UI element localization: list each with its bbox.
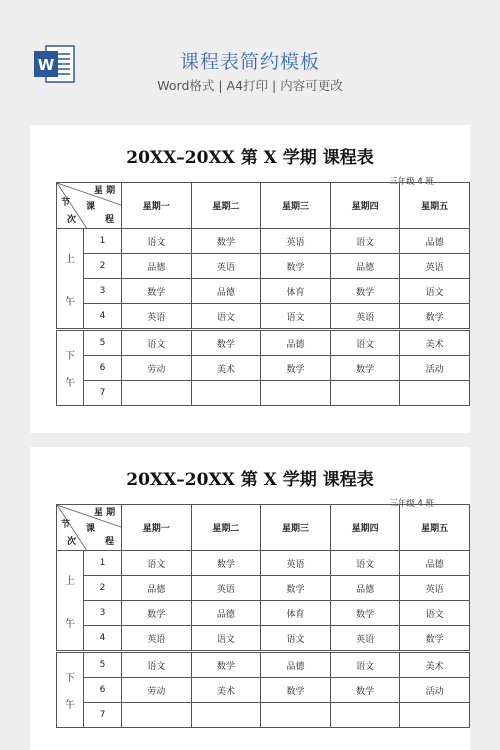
corner-header-cell xyxy=(57,505,122,551)
table-row xyxy=(57,652,470,678)
day-header: 星期二 xyxy=(191,183,261,229)
day-header: 星期一 xyxy=(122,505,192,551)
subject-cell: 数学 xyxy=(330,279,400,304)
subject-cell: 语文 xyxy=(122,652,192,678)
subject-cell: 数学 xyxy=(330,678,400,703)
period-number: 1 xyxy=(84,229,122,254)
subject-cell: 品德 xyxy=(400,229,470,254)
subject-cell xyxy=(400,381,470,406)
afternoon-label-1: 下 xyxy=(65,673,75,684)
class-info: 三年级 4 班 xyxy=(389,177,434,187)
corner-week-label: 星 期 xyxy=(94,508,116,518)
subject-cell: 美术 xyxy=(400,652,470,678)
subject-cell: 语文 xyxy=(122,551,192,576)
corner-period-label: 节 xyxy=(61,520,71,530)
table-header-row xyxy=(57,505,470,551)
morning-cell xyxy=(57,229,84,330)
subject-cell: 活动 xyxy=(400,678,470,703)
period-number: 2 xyxy=(84,254,122,279)
table-row xyxy=(57,703,470,728)
subject-cell: 品德 xyxy=(122,254,192,279)
subject-cell: 语文 xyxy=(400,601,470,626)
subject-cell: 数学 xyxy=(330,601,400,626)
day-header: 星期四 xyxy=(330,505,400,551)
subject-cell: 语文 xyxy=(400,279,470,304)
subject-cell: 数学 xyxy=(400,304,470,330)
subject-cell xyxy=(261,381,331,406)
subject-cell: 数学 xyxy=(191,652,261,678)
subject-cell: 语文 xyxy=(191,626,261,652)
subject-cell: 数学 xyxy=(191,330,261,356)
corner-class-label: 课 xyxy=(86,202,96,212)
corner-order-label: 次 xyxy=(67,537,77,547)
subject-cell xyxy=(122,703,192,728)
corner-class-label: 课 xyxy=(86,524,96,534)
subject-cell: 英语 xyxy=(261,551,331,576)
subject-cell: 品德 xyxy=(261,330,331,356)
subject-cell: 品德 xyxy=(191,601,261,626)
subject-cell: 数学 xyxy=(261,678,331,703)
subject-cell: 英语 xyxy=(191,576,261,601)
subject-cell xyxy=(330,703,400,728)
subject-cell: 数学 xyxy=(261,576,331,601)
period-number: 6 xyxy=(84,678,122,703)
period-number: 6 xyxy=(84,356,122,381)
afternoon-cell xyxy=(57,330,84,406)
subject-cell: 数学 xyxy=(122,279,192,304)
subject-cell: 数学 xyxy=(261,356,331,381)
subject-cell: 数学 xyxy=(330,356,400,381)
schedule-preview-2 xyxy=(30,447,470,750)
table-row xyxy=(57,304,470,330)
table-row xyxy=(57,576,470,601)
subject-cell: 语文 xyxy=(261,626,331,652)
subject-cell: 体育 xyxy=(261,279,331,304)
subject-cell: 品德 xyxy=(330,254,400,279)
table-row xyxy=(57,229,470,254)
afternoon-cell xyxy=(57,652,84,728)
subject-cell: 英语 xyxy=(191,254,261,279)
morning-cell xyxy=(57,551,84,652)
subject-cell xyxy=(122,381,192,406)
page-header xyxy=(0,0,500,110)
day-header: 星期二 xyxy=(191,505,261,551)
period-number: 5 xyxy=(84,652,122,678)
subject-cell: 数学 xyxy=(191,229,261,254)
period-number: 5 xyxy=(84,330,122,356)
morning-label-1: 上 xyxy=(65,575,75,587)
table-row xyxy=(57,330,470,356)
subject-cell: 美术 xyxy=(400,330,470,356)
morning-label-1: 上 xyxy=(65,253,75,265)
svg-text:W: W xyxy=(37,56,55,74)
day-header: 星期五 xyxy=(400,505,470,551)
table-row xyxy=(57,356,470,381)
subject-cell: 数学 xyxy=(122,601,192,626)
subject-cell: 数学 xyxy=(261,254,331,279)
page-title: 课程表简约模板 xyxy=(179,51,320,73)
table-row xyxy=(57,381,470,406)
period-number: 3 xyxy=(84,601,122,626)
afternoon-label-2: 午 xyxy=(65,378,75,389)
day-header: 星期四 xyxy=(330,183,400,229)
day-header: 星期一 xyxy=(122,183,192,229)
subject-cell: 体育 xyxy=(261,601,331,626)
subject-cell: 语文 xyxy=(330,551,400,576)
page-subtitle: Word格式 | A4打印 | 内容可更改 xyxy=(157,78,343,93)
schedule-table xyxy=(56,182,470,406)
subject-cell: 英语 xyxy=(122,304,192,330)
subject-cell: 数学 xyxy=(191,551,261,576)
subject-cell: 语文 xyxy=(330,229,400,254)
table-row xyxy=(57,254,470,279)
subject-cell: 英语 xyxy=(400,254,470,279)
subject-cell: 劳动 xyxy=(122,678,192,703)
morning-label-2: 午 xyxy=(65,296,75,308)
subject-cell: 品德 xyxy=(330,576,400,601)
subject-cell: 活动 xyxy=(400,356,470,381)
subject-cell: 语文 xyxy=(330,652,400,678)
subject-cell: 品德 xyxy=(122,576,192,601)
table-row xyxy=(57,678,470,703)
period-number: 4 xyxy=(84,626,122,652)
schedule-table xyxy=(56,504,470,728)
table-row xyxy=(57,551,470,576)
schedule-title: 20XX–20XX 第 X 学期 课程表 xyxy=(126,148,374,168)
period-number: 1 xyxy=(84,551,122,576)
subject-cell: 语文 xyxy=(122,229,192,254)
subject-cell: 品德 xyxy=(191,279,261,304)
subject-cell: 语文 xyxy=(261,304,331,330)
day-header: 星期三 xyxy=(261,183,331,229)
period-number: 7 xyxy=(84,381,122,406)
subject-cell: 美术 xyxy=(191,678,261,703)
schedule-preview-1 xyxy=(30,125,470,433)
subject-cell: 英语 xyxy=(330,304,400,330)
table-row xyxy=(57,601,470,626)
subject-cell: 数学 xyxy=(400,626,470,652)
period-number: 7 xyxy=(84,703,122,728)
subject-cell: 劳动 xyxy=(122,356,192,381)
class-info: 三年级 4 班 xyxy=(389,499,434,509)
subject-cell: 英语 xyxy=(330,626,400,652)
subject-cell: 品德 xyxy=(261,652,331,678)
period-number: 3 xyxy=(84,279,122,304)
subject-cell xyxy=(261,703,331,728)
subject-cell: 语文 xyxy=(122,330,192,356)
afternoon-label-1: 下 xyxy=(65,351,75,362)
corner-course-label: 程 xyxy=(105,215,115,225)
subject-cell: 品德 xyxy=(400,551,470,576)
subject-cell xyxy=(191,703,261,728)
table-header-row xyxy=(57,183,470,229)
schedule-title: 20XX–20XX 第 X 学期 课程表 xyxy=(126,470,374,490)
morning-label-2: 午 xyxy=(65,618,75,630)
subject-cell: 英语 xyxy=(261,229,331,254)
day-header: 星期五 xyxy=(400,183,470,229)
corner-header-cell xyxy=(57,183,122,229)
subject-cell xyxy=(191,381,261,406)
corner-order-label: 次 xyxy=(67,215,77,225)
corner-period-label: 节 xyxy=(61,198,71,208)
table-row xyxy=(57,279,470,304)
day-header: 星期三 xyxy=(261,505,331,551)
period-number: 2 xyxy=(84,576,122,601)
subject-cell: 语文 xyxy=(330,330,400,356)
table-row xyxy=(57,626,470,652)
subject-cell xyxy=(400,703,470,728)
subject-cell: 英语 xyxy=(400,576,470,601)
subject-cell: 美术 xyxy=(191,356,261,381)
subject-cell: 英语 xyxy=(122,626,192,652)
subject-cell xyxy=(330,381,400,406)
afternoon-label-2: 午 xyxy=(65,700,75,711)
corner-course-label: 程 xyxy=(105,537,115,547)
period-number: 4 xyxy=(84,304,122,330)
subject-cell: 语文 xyxy=(191,304,261,330)
corner-week-label: 星 期 xyxy=(94,186,116,196)
